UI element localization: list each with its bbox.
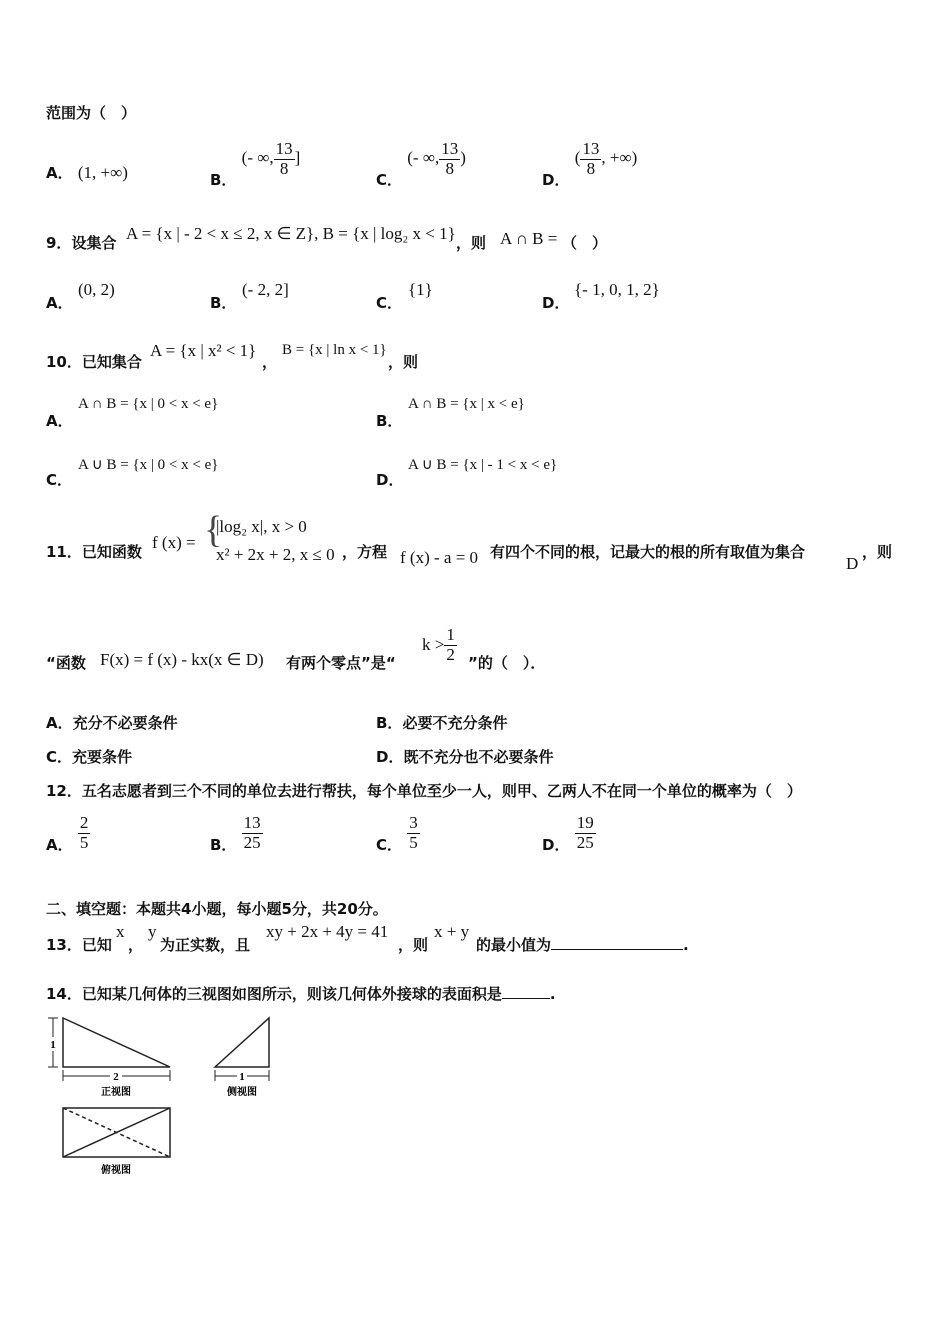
q9-stem: 9．设集合: [46, 234, 117, 252]
q11-option-b: B．必要不充分条件: [376, 714, 508, 732]
q12-option-b: B． $\frac{13}{25}$: [210, 813, 261, 854]
q11-mid: ，方程: [342, 543, 388, 561]
q9-sets-math: A = {x | - 2 < x ≤ 2, x ∈ Z}, B = {x | log₂ x < 1}: [126, 224, 456, 243]
q8-option-c: C． (- ∞, $\frac{13}{8}$ ): [376, 139, 466, 190]
q11-option-c: C．充要条件: [46, 748, 133, 766]
q13-x: x: [116, 922, 125, 941]
q10-d-label: D．: [376, 471, 404, 489]
q9-c-label: C．: [376, 294, 403, 312]
q12-option-a: A． $\frac{2}{5}$: [46, 813, 89, 854]
q10-sep: ，: [262, 353, 278, 371]
q11-option-d: D．既不充分也不必要条件: [376, 748, 554, 766]
top-view-label: 俯视图: [101, 1165, 131, 1176]
q8-option-b: B． (- ∞, $\frac{13}{8}$ ]: [210, 139, 301, 190]
q9-option-d: {- 1, 0, 1, 2}: [574, 280, 660, 299]
q13-c: ，则: [398, 936, 429, 954]
q13-answer-blank[interactable]: [551, 949, 683, 950]
q11-case-1: |log₂ x|, x > 0: [216, 517, 307, 536]
q9-b-label: B．: [210, 294, 237, 312]
side-view-label: 侧视图: [227, 1087, 257, 1098]
front-view-label: 正视图: [101, 1087, 131, 1098]
q11-k-condition: k > $\frac{1}{2}$: [422, 625, 455, 664]
q12-option-c: C． $\frac{3}{5}$: [376, 813, 418, 854]
q14-stem: 14．已知某几何体的三视图如图所示，则该几何体外接球的表面积是 .: [46, 985, 556, 1003]
q13-y: y: [148, 922, 157, 941]
q10-b-label: B．: [376, 412, 403, 430]
q11-set-d: D: [846, 554, 859, 573]
q13-b: 为正实数，且: [160, 936, 251, 954]
q8-option-d: D． ( $\frac{13}{8}$ , +∞): [542, 139, 638, 190]
q9-d-label: D．: [542, 294, 570, 312]
q11-case-2: x² + 2x + 2, x ≤ 0: [216, 545, 335, 564]
q10-option-a: A ∩ B = {x | 0 < x < e}: [78, 396, 219, 412]
q14-answer-blank[interactable]: [502, 998, 550, 999]
q8-stem-tail: 范围为（ ）: [46, 104, 137, 122]
q9-paren: （ ）: [562, 234, 608, 252]
front-view-triangle: [63, 1018, 170, 1067]
q11-stem: 11．已知函数: [46, 543, 142, 561]
q9-mid: ，则: [456, 234, 487, 252]
front-width-dimension: 2: [113, 1071, 119, 1083]
q11-fx: f (x) =: [152, 533, 196, 552]
q11-text: 有四个不同的根，记最大的根的所有取值为集合: [490, 543, 806, 561]
q11-brace: {: [204, 509, 223, 551]
q11-line2-b: 有两个零点”是“: [286, 654, 396, 672]
q10-option-b: A ∩ B = {x | x < e}: [408, 396, 525, 412]
q10-tail: ，则: [388, 353, 419, 371]
q12-option-d: D． $\frac{19}{25}$: [542, 813, 594, 854]
three-view-figure: [40, 1010, 290, 1180]
q10-c-label: C．: [46, 471, 73, 489]
q11-F-def: F(x) = f (x) - kx(x ∈ D): [100, 650, 264, 669]
q13-equation: xy + 2x + 4y = 41: [266, 922, 389, 941]
q9-option-c: {1}: [408, 280, 433, 299]
q10-option-d: A ∪ B = {x | - 1 < x < e}: [408, 457, 558, 473]
q11-tail: ，则: [862, 543, 893, 561]
q11-equation: f (x) - a = 0: [400, 548, 479, 567]
section-heading: 二、填空题：本题共4小题，每小题5分，共20分。: [46, 900, 388, 918]
q12-stem: 12．五名志愿者到三个不同的单位去进行帮扶，每个单位至少一人，则甲、乙两人不在同一个单位的概率为（ ）: [46, 782, 802, 800]
q11-line2-a: “函数: [46, 654, 86, 672]
q8-option-a: A． (1, +∞): [46, 163, 128, 182]
side-view-triangle: [215, 1018, 269, 1067]
q9-option-a: (0, 2): [78, 280, 115, 299]
q10-option-c: A ∪ B = {x | 0 < x < e}: [78, 457, 219, 473]
q10-set-b: B = {x | ln x < 1}: [282, 342, 387, 358]
q10-set-a: A = {x | x² < 1}: [150, 341, 257, 360]
q13-expr: x + y: [434, 922, 470, 941]
q13-d: 的最小值为 .: [476, 936, 689, 954]
q10-stem: 10．已知集合: [46, 353, 142, 371]
height-dimension: 1: [50, 1039, 56, 1051]
q11-option-a: A．充分不必要条件: [46, 714, 178, 732]
q10-a-label: A．: [46, 412, 73, 430]
side-width-dimension: 1: [239, 1071, 245, 1083]
q13-a: 13．已知: [46, 936, 112, 954]
q9-option-b: (- 2, 2]: [242, 280, 289, 299]
q9-intersection: A ∩ B =: [500, 229, 558, 248]
q9-a-label: A．: [46, 294, 73, 312]
q11-line2-c: ”的（ ）．: [468, 654, 546, 672]
q13-comma: ，: [128, 936, 144, 954]
